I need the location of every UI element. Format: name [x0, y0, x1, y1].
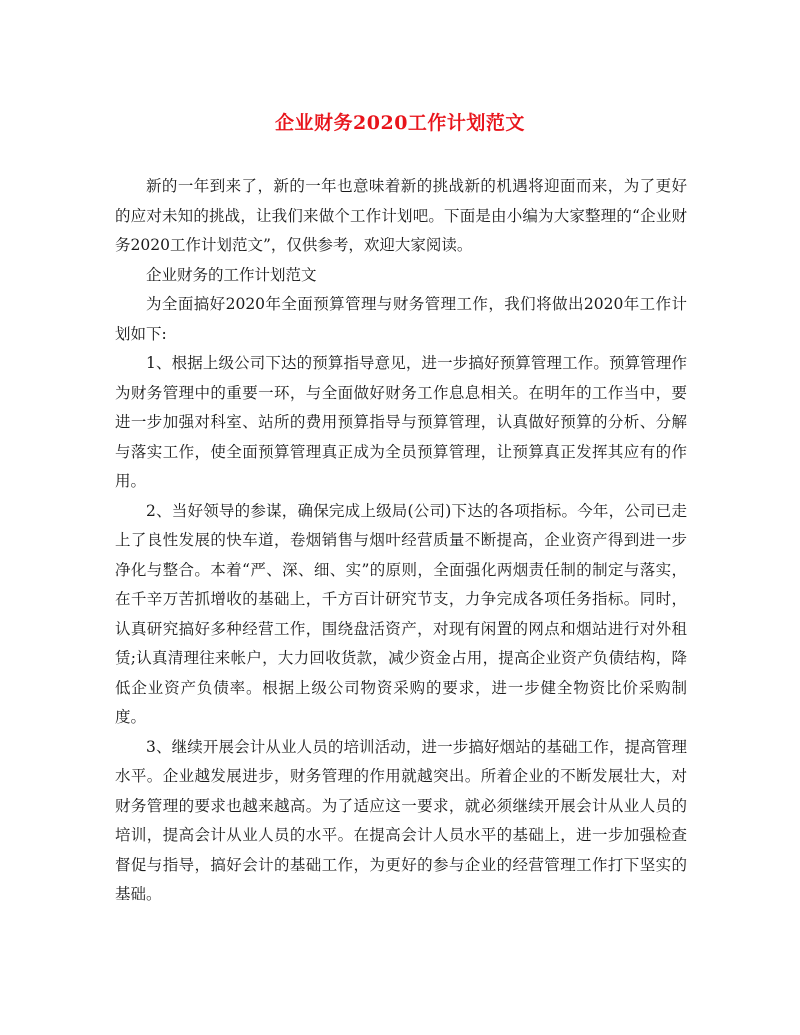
document-body [115, 172, 687, 910]
intro-paragraph: 新的一年到来了，新的一年也意味着新的挑战新的机遇将迎面而来，为了更好的应对未知的挑战，让我们来做个工作计划吧。下面是由小编为大家整理的“企业财务2020工作计划范文”，仅供参考，欢迎大家阅读。 [115, 177, 687, 254]
plan-intro-paragraph: 为全面搞好2020年全面预算管理与财务管理工作，我们将做出2020年工作计划如下: [115, 295, 687, 343]
section-heading: 企业财务的工作计划范文 [146, 265, 317, 284]
document-title: 企业财务2020工作计划范文 [275, 112, 525, 134]
item-3-paragraph: 3、继续开展会计从业人员的培训活动，进一步搞好烟站的基础工作，提高管理水平。企业越发展进步，财务管理的作用就越突出。所着企业的不断发展壮大，对财务管理的要求也越来越高。为了适应这一要求，就必须继续开展会计从业人员的培训，提高会计从业人员的水平。在提高会计人员水平的基础上，进一步加强检查督促与指导，搞好会计的基础工作，为更好的参与企业的经营管理工作打下坚实的基础。 [115, 737, 687, 903]
item-2-paragraph: 2、当好领导的参谋，确保完成上级局(公司)下达的各项指标。今年，公司已走上了良性发展的快车道，卷烟销售与烟叶经营质量不断提高，企业资产得到进一步净化与整合。本着“严、深、细、实”的原则，全面强化两烟责任制的制定与落实，在千辛万苦抓增收的基础上，千方百计研究节支，力争完成各项任务指标。同时，认真研究搞好多种经营工作，围绕盘活资产，对现有闲置的网点和烟站进行对外租赁;认真清理往来帐户，大力回收货款，减少资金占用，提高企业资产负债结构，降低企业资产负债率。根据上级公司物资采购的要求，进一步健全物资比价采购制度。 [115, 501, 687, 726]
item-1-paragraph: 1、根据上级公司下达的预算指导意见，进一步搞好预算管理工作。预算管理作为财务管理中的重要一环，与全面做好财务工作息息相关。在明年的工作当中，要进一步加强对科室、站所的费用预算指导与预算管理，认真做好预算的分析、分解与落实工作，使全面预算管理真正成为全员预算管理，让预算真正发挥其应有的作用。 [115, 354, 687, 490]
